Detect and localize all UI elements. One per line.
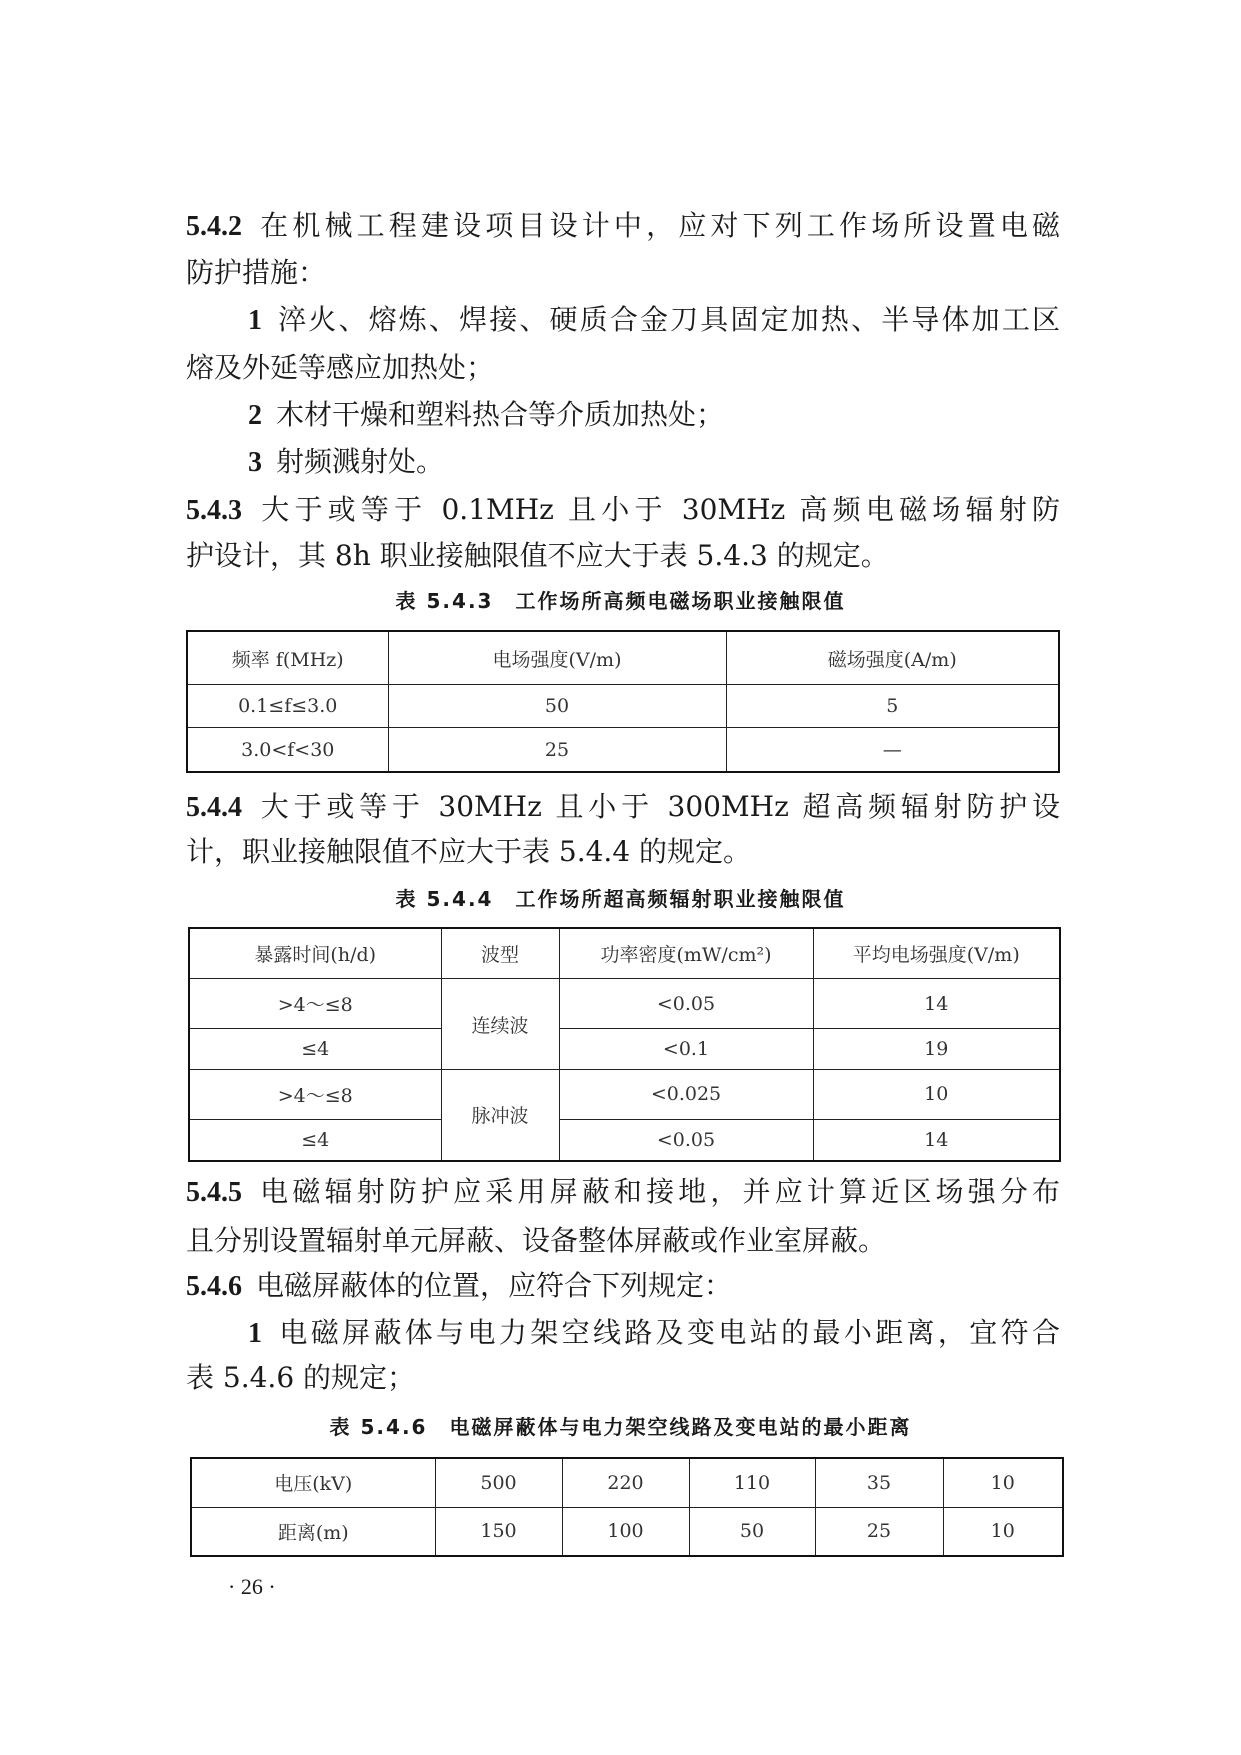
table-row: ≤4 <0.1 19 [189, 1028, 1060, 1069]
table-row: 距离(m) 150 100 50 25 10 [191, 1507, 1063, 1556]
table-header-row: 频率 f(MHz) 电场强度(V/m) 磁场强度(A/m) [187, 631, 1059, 685]
table-5-4-4-caption: 表 5.4.4 工作场所超高频辐射职业接触限值 [395, 887, 846, 911]
table-row: ≤4 <0.05 14 [189, 1119, 1060, 1161]
table-5-4-3-caption: 表 5.4.3 工作场所高频电磁场职业接触限值 [395, 589, 846, 613]
item-1-line2: 熔及外延等感应加热处； [186, 351, 495, 384]
table-row: 电压(kV) 500 220 110 35 10 [191, 1458, 1063, 1507]
table-5-4-6 [190, 1457, 1064, 1557]
clause-5-4-6-item-1-line2: 表 5.4.6 的规定； [186, 1361, 416, 1394]
clause-5-4-6-line1: 5.4.6 电磁屏蔽体的位置，应符合下列规定： [186, 1269, 733, 1302]
table-5-4-4 [188, 927, 1061, 1162]
clause-5-4-5-line1: 5.4.5 电磁辐射防护应采用屏蔽和接地，并应计算近区场强分布 [186, 1175, 1060, 1208]
clause-5-4-2-line2: 防护措施： [186, 256, 327, 289]
clause-5-4-3-line2: 护设计，其 8h 职业接触限值不应大于表 5.4.3 的规定。 [186, 539, 889, 572]
table-row: 3.0<f<30 25 — [187, 728, 1059, 772]
table-header-row: 暴露时间(h/d) 波型 功率密度(mW/cm²) 平均电场强度(V/m) [189, 928, 1060, 979]
item-3: 3 射频溅射处。 [248, 445, 445, 478]
table-5-4-6-caption: 表 5.4.6 电磁屏蔽体与电力架空线路及变电站的最小距离 [329, 1415, 912, 1439]
table-row: >4～≤8 脉冲波 <0.025 10 [189, 1069, 1060, 1119]
item-1-line1: 1 淬火、熔炼、焊接、硬质合金刀具固定加热、半导体加工区 [248, 303, 1060, 336]
clause-5-4-4-line1: 5.4.4 大于或等于 30MHz 且小于 300MHz 超高频辐射防护设 [186, 790, 1060, 823]
table-row: >4～≤8 连续波 <0.05 14 [189, 979, 1060, 1029]
page-number: · 26 · [228, 1574, 276, 1599]
table-5-4-3 [186, 630, 1060, 773]
clause-5-4-3-line1: 5.4.3 大于或等于 0.1MHz 且小于 30MHz 高频电磁场辐射防 [186, 493, 1060, 526]
clause-5-4-2-line1: 5.4.2 在机械工程建设项目设计中，应对下列工作场所设置电磁 [186, 209, 1060, 242]
clause-5-4-4-line2: 计，职业接触限值不应大于表 5.4.4 的规定。 [186, 835, 752, 868]
table-row: 0.1≤f≤3.0 50 5 [187, 685, 1059, 728]
clause-5-4-5-line2: 且分别设置辐射单元屏蔽、设备整体屏蔽或作业室屏蔽。 [186, 1224, 887, 1257]
clause-5-4-6-item-1-line1: 1 电磁屏蔽体与电力架空线路及变电站的最小距离，宜符合 [248, 1316, 1060, 1349]
item-2: 2 木材干燥和塑料热合等介质加热处； [248, 398, 725, 431]
